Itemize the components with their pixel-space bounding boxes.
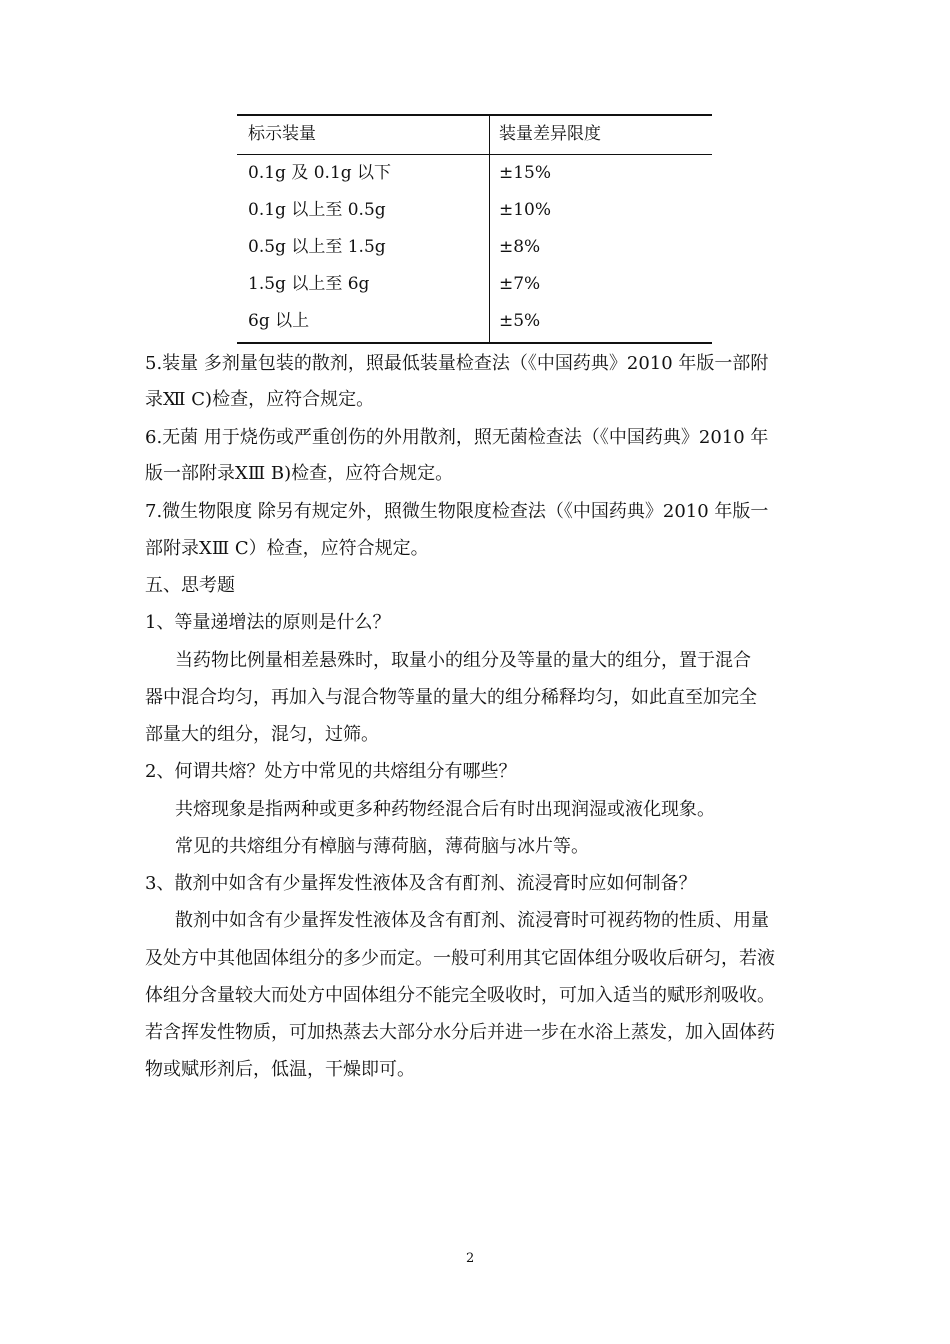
- table-cell-limit: ±8%: [499, 237, 541, 257]
- table-bottom-rule: [237, 342, 712, 344]
- paragraph-microbial-limit-line1: 7.微生物限度 除另有规定外，照微生物限度检查法（《中国药典》2010 年版一: [145, 501, 769, 522]
- table-cell-limit: ±10%: [499, 200, 552, 220]
- table-cell-limit: ±15%: [499, 163, 552, 183]
- page-number: 2: [466, 1251, 475, 1266]
- table-cell-amount: 0.5g 以上至 1.5g: [248, 237, 386, 257]
- answer-3-line3: 体组分含量较大而处方中固体组分不能完全吸收时，可加入适当的赋形剂吸收。: [145, 985, 775, 1006]
- answer-1-line3: 部量大的组分，混匀，过筛。: [145, 724, 379, 745]
- answer-1-line1: 当药物比例量相差悬殊时，取量小的组分及等量的量大的组分，置于混合: [175, 650, 751, 671]
- table-cell-amount: 1.5g 以上至 6g: [248, 274, 370, 294]
- table-row: [237, 229, 712, 266]
- answer-3-line2: 及处方中其他固体组分的多少而定。一般可利用其它固体组分吸收后研匀，若液: [145, 948, 775, 969]
- table-header-row: [237, 116, 712, 153]
- paragraph-sterility-line1: 6.无菌 用于烧伤或严重创伤的外用散剂，照无菌检查法（《中国药典》2010 年: [145, 427, 769, 448]
- table-cell-limit: ±5%: [499, 311, 541, 331]
- question-2: 2、何谓共熔？处方中常见的共熔组分有哪些？: [145, 761, 517, 782]
- table-row: [237, 192, 712, 229]
- table-cell-amount: 0.1g 以上至 0.5g: [248, 200, 386, 220]
- answer-1-line2: 器中混合均匀，再加入与混合物等量的量大的组分稀释均匀，如此直至加完全: [145, 687, 757, 708]
- table-header-variation-limit: 装量差异限度: [499, 124, 601, 144]
- answer-3-line1: 散剂中如含有少量挥发性液体及含有酊剂、流浸膏时可视药物的性质、用量: [175, 910, 769, 931]
- answer-3-line4: 若含挥发性物质，可加热蒸去大部分水分后并进一步在水浴上蒸发，加入固体药: [145, 1022, 775, 1043]
- table-row: [237, 303, 712, 340]
- paragraph-fill-volume-line1: 5.装量 多剂量包装的散剂，照最低装量检查法（《中国药典》2010 年版一部附: [145, 353, 769, 374]
- table-row: [237, 155, 712, 192]
- answer-2-line1: 共熔现象是指两种或更多种药物经混合后有时出现润湿或液化现象。: [175, 799, 715, 820]
- table-row: [237, 266, 712, 303]
- question-3: 3、散剂中如含有少量挥发性液体及含有酊剂、流浸膏时应如何制备？: [145, 873, 697, 894]
- answer-2-line2: 常见的共熔组分有樟脑与薄荷脑，薄荷脑与冰片等。: [175, 836, 589, 857]
- table-cell-amount: 6g 以上: [248, 311, 310, 331]
- table-cell-amount: 0.1g 及 0.1g 以下: [248, 163, 392, 183]
- table-cell-limit: ±7%: [499, 274, 541, 294]
- paragraph-sterility-line2: 版一部附录ⅩⅢ B)检查，应符合规定。: [145, 463, 454, 484]
- paragraph-fill-volume-line2: 录Ⅻ C)检查，应符合规定。: [145, 389, 375, 410]
- section-heading-questions: 五、思考题: [145, 575, 235, 596]
- paragraph-microbial-limit-line2: 部附录ⅩⅢ C）检查，应符合规定。: [145, 538, 429, 559]
- answer-3-line5: 物或赋形剂后，低温，干燥即可。: [145, 1059, 415, 1080]
- question-1: 1、等量递增法的原则是什么？: [145, 612, 391, 633]
- table-header-labeled-amount: 标示装量: [248, 124, 316, 144]
